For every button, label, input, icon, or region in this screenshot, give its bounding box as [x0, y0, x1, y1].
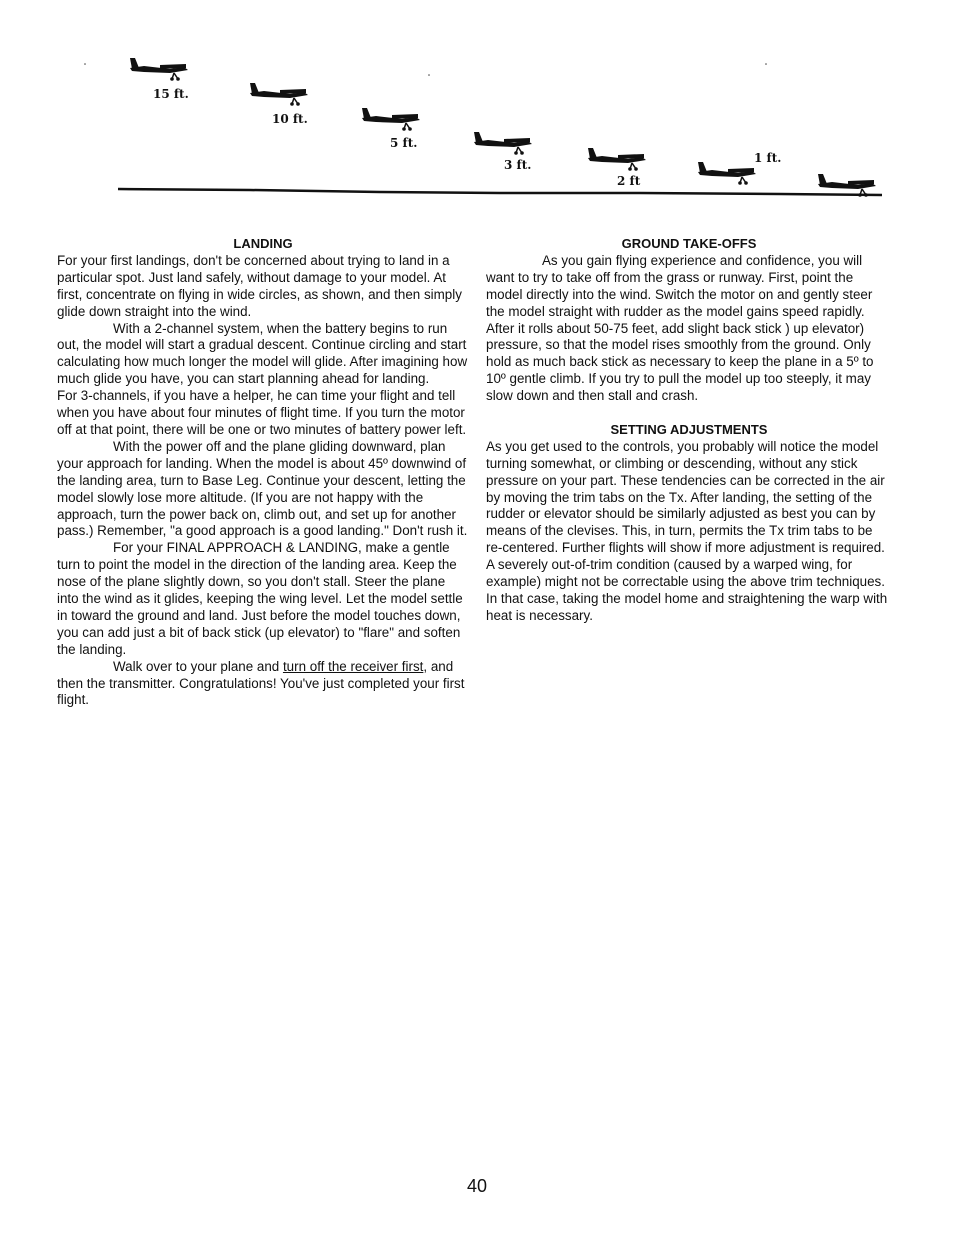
altitude-label: 10 ft.: [272, 112, 308, 126]
plane-icon: [362, 108, 420, 131]
landing-paragraph: For 3-channels, if you have a helper, he can time your flight and tell when you have about four minutes of flight time. If you turn the motor off at that point, there will be one or two minutes of battery power left.: [57, 388, 467, 437]
plane-icon: [474, 132, 532, 155]
plane-icon: [698, 162, 756, 185]
text-run: , and then the transmitter. Congratulations! You've just completed your first flight.: [57, 658, 465, 708]
landing-paragraph: [57, 659, 469, 710]
landing-heading: LANDING: [233, 236, 293, 251]
ground-takeoffs-paragraph: As you gain flying experience and confidence, you will want to try to take off from the grass or runway. First, point the model directly into the wind. Switch the motor on and gently steer the model straight with rudder as the model gains speed rapidly. After it rolls about 50-75 feet, add slight back stick ) up elevator) pressure, so that the model rises smoothly from the ground. Only hold as much back stick as necessary to keep the plane in a 5º to 10º gentle climb. If you try to pull the model up too steeply, it may slow down and then stall and crash.: [486, 252, 874, 404]
landing-paragraph: For your FINAL APPROACH & LANDING, make a gentle turn to point the model in the direction of the landing area. Keep the nose of the plane slightly down, so you don't stall. Steer the plane into the wind as it glides, keeping the wing level. Let the model settle in toward the ground and land. Just before the model touches down, you can add just a bit of back stick (up elevator) to "flare" and soften the landing.: [57, 540, 463, 657]
altitude-label: 3 ft.: [504, 158, 532, 172]
page-number: 40: [466, 1176, 488, 1196]
right-column: [486, 236, 892, 625]
plane-icon: [130, 58, 188, 81]
landing-paragraph: For your first landings, don't be concerned about trying to land in a particular spot. Just land safely, without damage to your model. At first, concentrate on flying in wide circles, as shown, and then simply glide down straight into the wind.: [57, 252, 462, 319]
altitude-label: 1 ft.: [754, 151, 782, 165]
landing-paragraph: With a 2-channel system, when the battery begins to run out, the model will start a gradual descent. Continue circling and start calculating how much longer the model will glide. After imagining how much glide you have, you can start planning ahead for landing.: [57, 320, 468, 387]
underlined-instruction: turn off the receiver first: [282, 658, 424, 674]
landing-approach-illustration: [0, 0, 954, 215]
landing-paragraph: With the power off and the plane gliding downward, plan your approach for landing. When the model is about 45º downwind of the landing area, turn to Base Leg. Continue your descent, letting the model slowly lose more altitude. (If you are not happy with the approach, turn the power back on, climb out, and set up for another pass.) Remember, "a good approach is a good landing." Don't rush it.: [57, 438, 468, 539]
setting-adjustments-paragraph: As you get used to the controls, you probably will notice the model turning somewhat, or climbing or descending, without any stick pressure on your part. These tendencies can be corrected in the air by moving the trim tabs on the Tx. After landing, the setting of the rudder or elevator should be similarly adjusted as best you can by means of the clevises. This, in turn, permits the Tx trim tabs to be re-centered. Further flights will show if more adjustment is required. A severely out-of-trim condition (caused by a warped wing, for example) might not be correctable using the above trim techniques. In that case, taking the model home and straightening the warp with heat is necessary.: [486, 438, 888, 623]
altitude-label: 15 ft.: [153, 87, 189, 101]
altitude-label: 2 ft: [617, 174, 641, 188]
plane-icon: [250, 83, 308, 106]
plane-icon: [588, 148, 646, 171]
ground-takeoffs-heading: GROUND TAKE-OFFS: [621, 236, 757, 251]
altitude-label: 5 ft.: [390, 136, 418, 150]
text-run: Walk over to your plane and: [113, 658, 283, 674]
setting-adjustments-heading: SETTING ADJUSTMENTS: [610, 421, 768, 437]
glide-path-drawing: [0, 0, 954, 215]
landing-section: [57, 236, 469, 709]
